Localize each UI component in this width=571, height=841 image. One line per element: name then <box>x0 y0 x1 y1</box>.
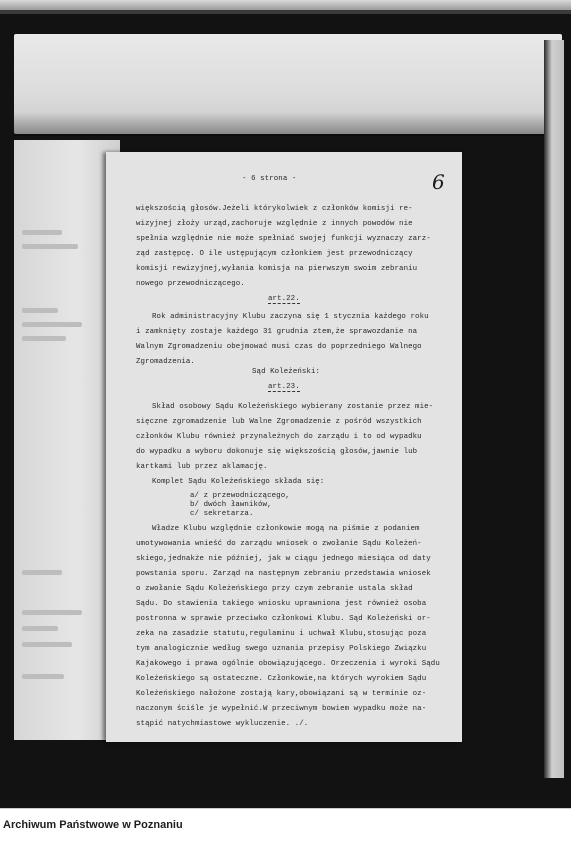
text-line: Władze Klubu względnie członkowie mogą na piśmie z podaniem <box>152 525 420 533</box>
film-edge <box>0 10 571 14</box>
top-strip <box>0 0 571 10</box>
text-line: powstania sporu. Zarząd na następnym zebraniu przedstawia wniosek <box>136 570 431 578</box>
text-line: Zgromadzenia. <box>136 358 195 366</box>
left-page-fragment <box>14 140 120 740</box>
list-item: c/ sekretarza. <box>190 510 254 518</box>
archive-name: Archiwum Państwowe w Poznaniu <box>3 819 183 831</box>
text-line: naczonym ściśle je wypełnić.W przeciwnym bowiem wypadku może na- <box>136 705 427 713</box>
right-page-edge <box>544 40 564 778</box>
text-line: Sądu. Do stawienia takiego wniosku uprawniona jest również osoba <box>136 600 427 608</box>
text-line: o zwołanie Sądu Koleżeńskiego przy czym zebranie ustala skład <box>136 585 413 593</box>
text-line: Walnym Zgromadzeniu obejmować musi czas do poprzedniego Walnego <box>136 343 422 351</box>
list-item: b/ dwóch ławników, <box>190 501 272 509</box>
text-line: zeka na zasadzie statutu,regulaminu i uchwał Klubu,stosując poza <box>136 630 427 638</box>
text-line: komisji rewizyjnej,wyłania komisja na pierwszym swoim zebraniu <box>136 265 418 273</box>
typed-text <box>106 152 462 742</box>
text-line: Koleżeńskiego nałożone zostają kary,obowiązani są w terminie oz- <box>136 690 427 698</box>
text-line: nowego przewodniczącego. <box>136 280 245 288</box>
text-line: spełnia względnie nie może spełniać swojej funkcji wyznaczy zarz- <box>136 235 431 243</box>
text-line: kartkami lub przez aklamację. <box>136 463 268 471</box>
document-page <box>106 152 462 742</box>
text-line: do wypadku a wyboru dokonuje się większością głosów,jawnie lub <box>136 448 418 456</box>
text-line: tym analogicznie według swego uznania przepisy Polskiego Związku <box>136 645 427 653</box>
text-line: sięczne zgromadzenie lub Walne Zgromadzenie z pośród wszystkich <box>136 418 422 426</box>
page-header: - 6 strona - <box>242 175 297 183</box>
text-line: skiego,jednakże nie później, jak w ciągu jednego miesiąca od daty <box>136 555 431 563</box>
text-line: wizyjnej złoży urząd,zachoruje względnie z innych powodów nie <box>136 220 413 228</box>
text-line: postronna w sprawie przeciwko członkowi Klubu. Sąd Koleżeński or- <box>136 615 431 623</box>
text-line: stąpić natychmiastowe wykluczenie. ./. <box>136 720 309 728</box>
article-heading: art.22. <box>268 295 300 303</box>
text-line: większością głosów.Jeżeli którykolwiek z członków komisji re- <box>136 205 413 213</box>
list-item: a/ z przewodniczącego, <box>190 492 290 500</box>
text-line: i zamknięty zostaje każdego 31 grudnia ztem,że sprawozdanie na <box>136 328 418 336</box>
text-line: Skład osobowy Sądu Koleżeńskiego wybierany zostanie przez mie- <box>152 403 434 411</box>
text-line: Kajakowego i prawa ogólnie obowiązującego. Orzeczenia i wyroki Sądu <box>136 660 440 668</box>
text-line: Rok administracyjny Klubu zaczyna się 1 stycznia każdego roku <box>152 313 429 321</box>
text-line: Komplet Sądu Koleżeńskiego składa się: <box>152 478 325 486</box>
section-heading: Sąd Koleżeński: <box>252 368 321 376</box>
text-line: członków Klubu również przynależnych do zarządu i to od wypadku <box>136 433 422 441</box>
article-heading: art.23. <box>268 383 300 391</box>
page-fold-shadow <box>14 112 562 136</box>
handwritten-page-number: 6 <box>432 170 445 194</box>
text-line: umotywowania wnieść do zarządu wniosek o zwołanie Sądu Koleżeń- <box>136 540 422 548</box>
text-line: Koleżeńskiego są ostateczne. Członkowie,na których wyrokiem Sądu <box>136 675 427 683</box>
text-line: ząd zastępcę. O ile ustępującym członkiem jest przewodniczący <box>136 250 413 258</box>
